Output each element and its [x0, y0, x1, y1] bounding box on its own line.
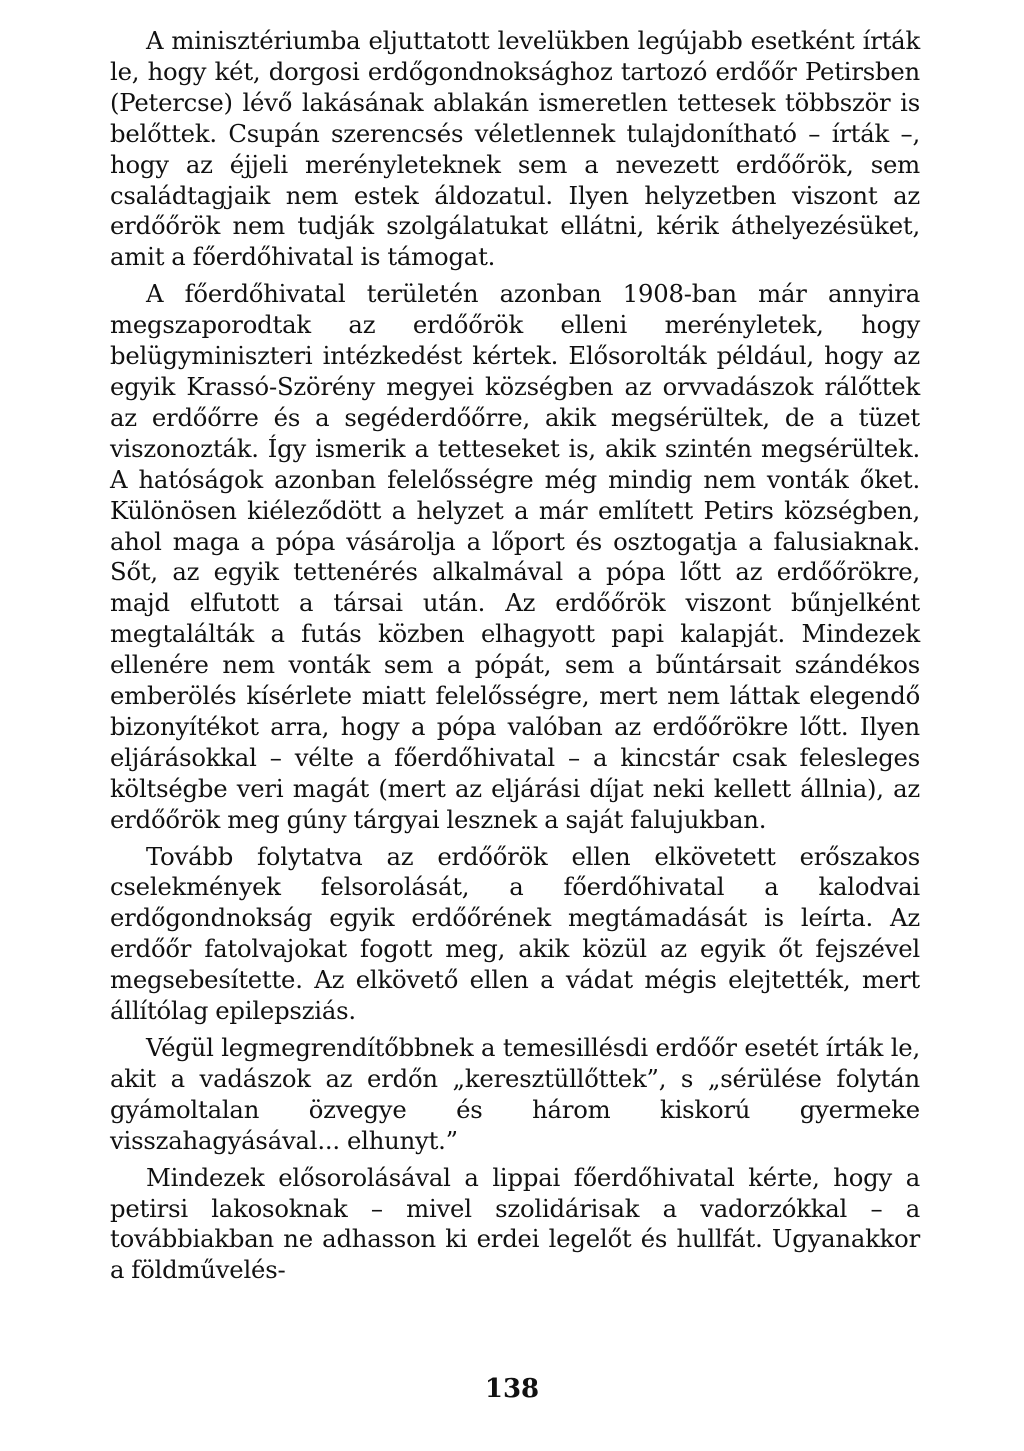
paragraph-2: A főerdőhivatal területén azonban 1908-ban már annyira megszaporodtak az erdőőrök elleni merényletek, hogy belügyminiszteri intézkedést kértek. Elősorolták például, hogy az egyik Krassó-Szörény megyei községben az orvvadászok rálőttek az erdőőrre és a segéderdőőrre, akik megsérültek, de a tüzet viszonozták. Így ismerik a tetteseket is, akik szintén megsérültek. A hatóságok azonban felelősségre még mindig nem vonták őket. Különösen kiéleződött a helyzet a már említett Petirs községben, ahol maga a pópa vásárolja a lőport és osztogatja a falusiaknak. Sőt, az egyik tettenérés alkalmával a pópa lőtt az erdőőrökre, majd elfutott a társai után. Az erdőőrök viszont bűnjelként megtalálták a futás közben elhagyott papi kalapját. Mindezek ellenére nem vonták sem a pópát, sem a bűntársait szándékos emberölés kísérlete miatt felelősségre, mert nem láttak elegendő bizonyítékot arra, hogy a pópa valóban az erdőőrökre lőtt. Ilyen eljárásokkal – vélte a főerdőhivatal – a kincstár csak felesleges költségbe veri magát (mert az eljárási díjat neki kellett állnia), az erdőőrök meg gúny tárgyai lesznek a saját falujukban.	[110, 279, 920, 834]
paragraph-5: Mindezek elősorolásával a lippai főerdőhivatal kérte, hogy a petirsi lakosoknak – mivel szolidárisak a vadorzókkal – a továbbiakban ne adhasson ki erdei legelőt és hullfát. Ugyanakkor a földművelés-	[110, 1162, 920, 1285]
paragraph-3: Tovább folytatva az erdőőrök ellen elkövetett erőszakos cselekmények felsorolását, a főerdőhivatal a kalodvai erdőgondnokság egyik erdőőrének megtámadását is leírta. Az erdőőr fatolvajokat fogott meg, akik közül az egyik őt fejszével megsebesítette. Az elkövető ellen a vádat mégis elejtették, mert állítólag epilepsziás.	[110, 841, 920, 1026]
page-body	[110, 26, 920, 1292]
paragraph-1: A minisztériumba eljuttatott levelükben legújabb esetként írták le, hogy két, dorgosi erdőgondnoksághoz tartozó erdőőr Petirsben (Petercse) lévő lakásának ablakán ismeretlen tettesek többször is belőttek. Csupán szerencsés véletlennek tulajdonítható – írták –, hogy az éjjeli merényleteknek sem a nevezett erdőőrök, sem családtagjaik nem estek áldozatul. Ilyen helyzetben viszont az erdőőrök nem tudják szolgálatukat ellátni, kérik áthelyezésüket, amit a főerdőhivatal is támogat.	[110, 26, 920, 272]
page-number: 138	[484, 1374, 540, 1404]
paragraph-4: Végül legmegrendítőbbnek a temesillésdi erdőőr esetét írták le, akit a vadászok az erdőn „keresztüllőttek”, s „sérülése folytán gyámoltalan özvegye és három kiskorú gyermeke visszahagyásával... elhunyt.”	[110, 1033, 920, 1155]
